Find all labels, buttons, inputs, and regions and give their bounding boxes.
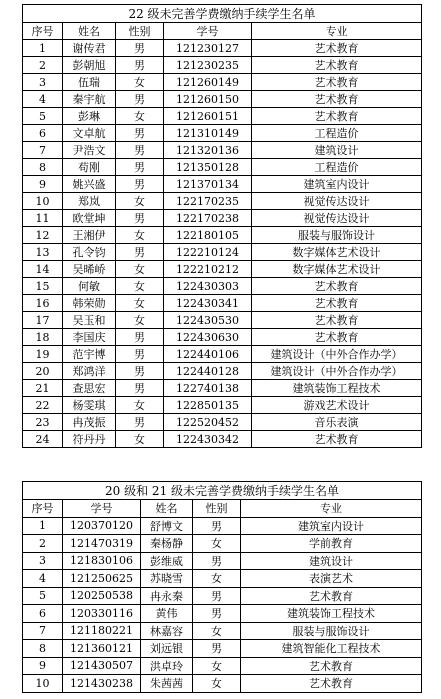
col-header-gender: 性别: [116, 23, 164, 40]
cell-student-id: 122430341: [164, 295, 252, 312]
table-row: [23, 346, 422, 363]
table-row: [23, 278, 422, 295]
cell-student-id: 122850135: [164, 397, 252, 414]
cell-seq: 4: [23, 570, 63, 588]
cell-seq: 1: [23, 517, 63, 535]
cell-name: 谢传君: [63, 40, 116, 57]
cell-gender: 女: [116, 431, 164, 448]
cell-seq: 7: [23, 622, 63, 640]
cell-seq: 6: [23, 605, 63, 623]
table-header-row: [23, 500, 422, 518]
cell-seq: 13: [23, 244, 63, 261]
student-list-table-22: [22, 4, 422, 448]
cell-seq: 23: [23, 414, 63, 431]
table-row: [23, 210, 422, 227]
table-row: [23, 40, 422, 57]
cell-major: 艺术教育: [241, 657, 422, 675]
table-row: [23, 570, 422, 588]
cell-major: 艺术教育: [252, 278, 422, 295]
cell-major: 建筑室内设计: [252, 176, 422, 193]
table-row: [23, 535, 422, 553]
cell-gender: 女: [116, 108, 164, 125]
cell-student-id: 121360121: [63, 640, 141, 658]
cell-seq: 9: [23, 657, 63, 675]
cell-gender: 男: [116, 91, 164, 108]
cell-seq: 17: [23, 312, 63, 329]
cell-student-id: 122440128: [164, 363, 252, 380]
cell-name: 秦宇航: [63, 91, 116, 108]
cell-major: 数字媒体艺术设计: [252, 261, 422, 278]
cell-name: 尹浩文: [63, 142, 116, 159]
table-row: [23, 587, 422, 605]
cell-seq: 3: [23, 74, 63, 91]
cell-gender: 男: [193, 605, 241, 623]
cell-major: 工程造价: [252, 125, 422, 142]
cell-major: 艺术教育: [252, 108, 422, 125]
cell-gender: 男: [116, 380, 164, 397]
cell-gender: 女: [193, 570, 241, 588]
table-row: [23, 657, 422, 675]
cell-major: 游戏艺术设计: [252, 397, 422, 414]
cell-seq: 18: [23, 329, 63, 346]
cell-gender: 男: [116, 57, 164, 74]
table-row: [23, 380, 422, 397]
cell-seq: 8: [23, 640, 63, 658]
cell-seq: 20: [23, 363, 63, 380]
cell-student-id: 122180105: [164, 227, 252, 244]
cell-name: 朱茜茜: [141, 675, 193, 693]
cell-student-id: 122210124: [164, 244, 252, 261]
cell-name: 王湘伊: [63, 227, 116, 244]
cell-gender: 男: [193, 587, 241, 605]
cell-seq: 19: [23, 346, 63, 363]
cell-student-id: 121470319: [63, 535, 141, 553]
table-title-row: [23, 5, 422, 23]
cell-major: 艺术教育: [252, 40, 422, 57]
table-row: [23, 640, 422, 658]
cell-student-id: 121260151: [164, 108, 252, 125]
cell-major: 建筑设计（中外合作办学）: [252, 346, 422, 363]
cell-gender: 女: [116, 278, 164, 295]
cell-name: 秦杨静: [141, 535, 193, 553]
table-row: [23, 142, 422, 159]
cell-seq: 2: [23, 535, 63, 553]
cell-student-id: 120250538: [63, 587, 141, 605]
cell-major: 建筑设计（中外合作办学）: [252, 363, 422, 380]
cell-student-id: 121250625: [63, 570, 141, 588]
cell-major: 建筑装饰工程技术: [241, 605, 422, 623]
table-title: 22 级未完善学费缴纳手续学生名单: [23, 5, 422, 23]
cell-name: 孔令钧: [63, 244, 116, 261]
cell-gender: 男: [193, 517, 241, 535]
cell-name: 冉茂振: [63, 414, 116, 431]
cell-major: 建筑设计: [252, 142, 422, 159]
cell-major: 建筑设计: [241, 552, 422, 570]
cell-student-id: 122430342: [164, 431, 252, 448]
cell-name: 苟刚: [63, 159, 116, 176]
cell-name: 黄伟: [141, 605, 193, 623]
cell-name: 彭维威: [141, 552, 193, 570]
cell-gender: 男: [116, 210, 164, 227]
cell-gender: 男: [116, 125, 164, 142]
cell-major: 服装与服饰设计: [241, 622, 422, 640]
table-row: [23, 193, 422, 210]
cell-student-id: 122210212: [164, 261, 252, 278]
cell-major: 服装与服饰设计: [252, 227, 422, 244]
cell-gender: 女: [116, 397, 164, 414]
cell-major: 建筑智能化工程技术: [241, 640, 422, 658]
cell-name: 彭朝旭: [63, 57, 116, 74]
table-row: [23, 295, 422, 312]
col-header-major: 专业: [241, 500, 422, 518]
table-row: [23, 159, 422, 176]
table-row: [23, 431, 422, 448]
cell-seq: 1: [23, 40, 63, 57]
cell-student-id: 121430238: [63, 675, 141, 693]
cell-major: 音乐表演: [252, 414, 422, 431]
cell-name: 姚兴盛: [63, 176, 116, 193]
table-row: [23, 414, 422, 431]
cell-student-id: 121320136: [164, 142, 252, 159]
cell-student-id: 121260149: [164, 74, 252, 91]
table-row: [23, 605, 422, 623]
cell-name: 李国庆: [63, 329, 116, 346]
cell-major: 艺术教育: [252, 329, 422, 346]
cell-student-id: 122430530: [164, 312, 252, 329]
cell-gender: 女: [116, 295, 164, 312]
cell-student-id: 122170238: [164, 210, 252, 227]
cell-seq: 10: [23, 193, 63, 210]
cell-gender: 男: [116, 329, 164, 346]
col-header-seq: 序号: [23, 500, 63, 518]
cell-student-id: 121830106: [63, 552, 141, 570]
cell-student-id: 121370134: [164, 176, 252, 193]
table-row: [23, 57, 422, 74]
cell-major: 艺术教育: [252, 431, 422, 448]
cell-name: 查思宏: [63, 380, 116, 397]
cell-gender: 男: [116, 40, 164, 57]
cell-gender: 男: [116, 414, 164, 431]
cell-name: 何敏: [63, 278, 116, 295]
cell-name: 吴晞峤: [63, 261, 116, 278]
cell-student-id: 122170235: [164, 193, 252, 210]
cell-major: 艺术教育: [252, 312, 422, 329]
student-list-table-20-21: [22, 481, 422, 693]
cell-major: 视觉传达设计: [252, 193, 422, 210]
cell-major: 建筑室内设计: [241, 517, 422, 535]
cell-gender: 男: [193, 640, 241, 658]
cell-student-id: 121230127: [164, 40, 252, 57]
cell-student-id: 121350128: [164, 159, 252, 176]
cell-seq: 2: [23, 57, 63, 74]
cell-gender: 女: [116, 227, 164, 244]
table-row: [23, 227, 422, 244]
col-header-major: 专业: [252, 23, 422, 40]
table-row: [23, 397, 422, 414]
cell-gender: 女: [193, 535, 241, 553]
col-header-seq: 序号: [23, 23, 63, 40]
cell-student-id: 121430507: [63, 657, 141, 675]
cell-seq: 7: [23, 142, 63, 159]
col-header-name: 姓名: [63, 23, 116, 40]
cell-seq: 4: [23, 91, 63, 108]
cell-student-id: 122440106: [164, 346, 252, 363]
table-row: [23, 675, 422, 693]
cell-student-id: 120330116: [63, 605, 141, 623]
cell-seq: 11: [23, 210, 63, 227]
cell-gender: 男: [116, 159, 164, 176]
cell-name: 刘远银: [141, 640, 193, 658]
cell-name: 冉永秦: [141, 587, 193, 605]
table-header-row: [23, 23, 422, 40]
cell-gender: 女: [193, 675, 241, 693]
cell-name: 苏晓雪: [141, 570, 193, 588]
cell-gender: 女: [116, 193, 164, 210]
cell-gender: 女: [116, 312, 164, 329]
table-row: [23, 329, 422, 346]
cell-major: 艺术教育: [252, 91, 422, 108]
cell-major: 艺术教育: [252, 295, 422, 312]
cell-name: 洪卓玲: [141, 657, 193, 675]
col-header-name: 姓名: [141, 500, 193, 518]
cell-gender: 男: [116, 244, 164, 261]
cell-name: 郑鸿洋: [63, 363, 116, 380]
cell-gender: 男: [116, 363, 164, 380]
cell-seq: 14: [23, 261, 63, 278]
table-title: 20 级和 21 级未完善学费缴纳手续学生名单: [23, 482, 422, 500]
cell-student-id: 121310149: [164, 125, 252, 142]
cell-name: 吴玉和: [63, 312, 116, 329]
cell-seq: 16: [23, 295, 63, 312]
cell-gender: 女: [116, 261, 164, 278]
cell-name: 文卓航: [63, 125, 116, 142]
cell-student-id: 122430303: [164, 278, 252, 295]
table-row: [23, 91, 422, 108]
col-header-student-id: 学号: [63, 500, 141, 518]
table-row: [23, 363, 422, 380]
cell-name: 郑岚: [63, 193, 116, 210]
table-row: [23, 125, 422, 142]
table-row: [23, 261, 422, 278]
cell-major: 艺术教育: [252, 74, 422, 91]
cell-major: 艺术教育: [252, 57, 422, 74]
table-row: [23, 312, 422, 329]
cell-seq: 24: [23, 431, 63, 448]
cell-name: 符丹丹: [63, 431, 116, 448]
cell-seq: 9: [23, 176, 63, 193]
cell-gender: 男: [116, 176, 164, 193]
table-row: [23, 74, 422, 91]
cell-seq: 5: [23, 108, 63, 125]
table-row: [23, 176, 422, 193]
cell-major: 学前教育: [241, 535, 422, 553]
cell-student-id: 122740138: [164, 380, 252, 397]
cell-name: 欧堂坤: [63, 210, 116, 227]
cell-student-id: 121180221: [63, 622, 141, 640]
cell-name: 林嘉容: [141, 622, 193, 640]
cell-major: 工程造价: [252, 159, 422, 176]
cell-gender: 男: [116, 346, 164, 363]
cell-name: 伍瑞: [63, 74, 116, 91]
cell-major: 表演艺术: [241, 570, 422, 588]
cell-seq: 8: [23, 159, 63, 176]
cell-seq: 6: [23, 125, 63, 142]
table-row: [23, 517, 422, 535]
cell-seq: 10: [23, 675, 63, 693]
cell-gender: 女: [193, 657, 241, 675]
table-title-row: [23, 482, 422, 500]
cell-name: 杨雯琪: [63, 397, 116, 414]
cell-student-id: 121260150: [164, 91, 252, 108]
cell-major: 艺术教育: [241, 675, 422, 693]
cell-major: 建筑装饰工程技术: [252, 380, 422, 397]
cell-gender: 女: [193, 622, 241, 640]
cell-student-id: 122430630: [164, 329, 252, 346]
cell-gender: 女: [116, 74, 164, 91]
cell-seq: 21: [23, 380, 63, 397]
table-row: [23, 622, 422, 640]
table-row: [23, 244, 422, 261]
cell-gender: 男: [116, 142, 164, 159]
cell-student-id: 121230235: [164, 57, 252, 74]
cell-seq: 3: [23, 552, 63, 570]
cell-name: 范宇博: [63, 346, 116, 363]
cell-seq: 12: [23, 227, 63, 244]
table-row: [23, 108, 422, 125]
col-header-gender: 性别: [193, 500, 241, 518]
cell-major: 艺术教育: [241, 587, 422, 605]
cell-name: 韩荣勋: [63, 295, 116, 312]
cell-student-id: 120370120: [63, 517, 141, 535]
cell-student-id: 122520452: [164, 414, 252, 431]
cell-name: 舒博文: [141, 517, 193, 535]
cell-seq: 22: [23, 397, 63, 414]
cell-major: 视觉传达设计: [252, 210, 422, 227]
table-row: [23, 552, 422, 570]
cell-gender: 男: [193, 552, 241, 570]
cell-major: 数字媒体艺术设计: [252, 244, 422, 261]
cell-name: 彭琳: [63, 108, 116, 125]
cell-seq: 15: [23, 278, 63, 295]
cell-seq: 5: [23, 587, 63, 605]
col-header-student-id: 学号: [164, 23, 252, 40]
